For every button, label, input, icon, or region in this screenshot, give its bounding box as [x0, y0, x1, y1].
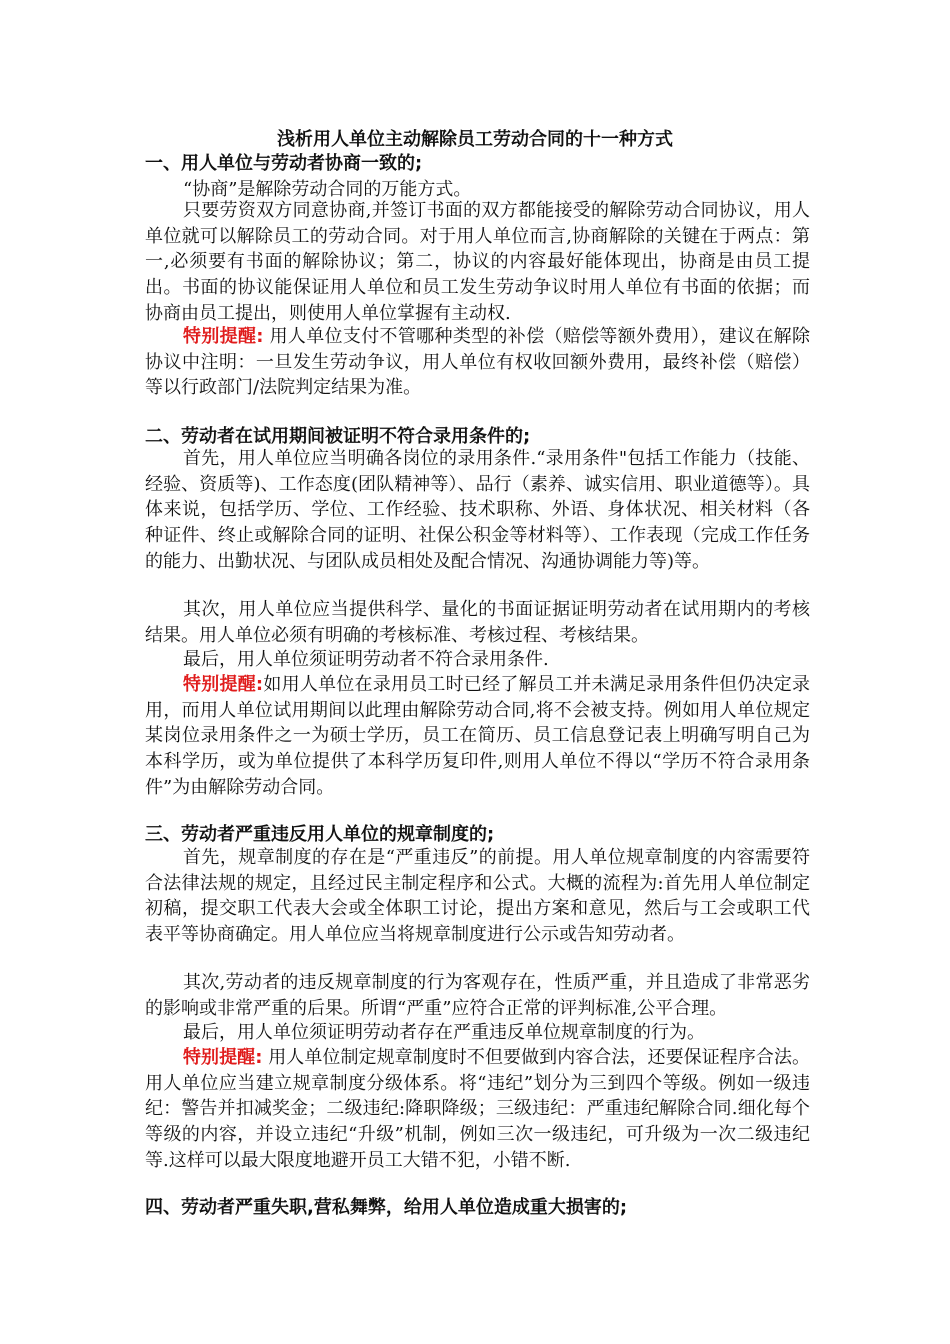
section-heading-3: 三、劳动者严重违反用人单位的规章制度的;: [145, 824, 495, 845]
reminder-paragraph: [145, 324, 810, 401]
reminder-text: 用人单位制定规章制度时不但要做到内容合法，还要保证程序合法。用人单位应当建立规章制度分级体系。将“违纪”划分为三到四个等级。例如一级违纪：警告并扣减奖金；二级违纪:降职降级；三级违纪：严重违纪解除合同.细化每个等级的内容，并设立违纪“升级”机制，例如三次一级违纪，可升级为一次二级违纪等.这样可以最大限度地避开员工大错不犯，小错不断.: [145, 1047, 811, 1171]
paragraph: 首先，规章制度的存在是“严重违反”的前提。用人单位规章制度的内容需要符合法律法规的规定，且经过民主制定程序和公式。大概的流程为:首先用人单位制定初稿，提交职工代表大会或全体职工讨论，提出方案和意见，然后与工会或职工代表平等协商确定。用人单位应当将规章制度进行公示或告知劳动者。: [145, 847, 810, 946]
reminder-text: 如用人单位在录用员工时已经了解员工并未满足录用条件但仍决定录用，而用人单位试用期间以此理由解除劳动合同,将不会被支持。例如用人单位规定某岗位录用条件之一为硕士学历，员工在简历、员工信息登记表上明确写明自己为本科学历，或为单位提供了本科学历复印件,则用人单位不得以“学历不符合录用条件”为由解除劳动合同。: [145, 674, 811, 798]
section-heading-1: 一、用人单位与劳动者协商一致的;: [145, 153, 423, 174]
reminder-label: 特别提醒:: [183, 326, 264, 347]
paragraph: 其次，用人单位应当提供科学、量化的书面证据证明劳动者在试用期内的考核结果。用人单位必须有明确的考核标准、考核过程、考核结果。: [145, 599, 810, 646]
reminder-label: 特别提醒:: [183, 1047, 263, 1068]
paragraph: 最后，用人单位须证明劳动者不符合录用条件.: [183, 649, 549, 670]
paragraph: 首先，用人单位应当明确各岗位的录用条件.“录用条件"包括工作能力（技能、经验、资质等)、工作态度(团队精神等）、品行（素养、诚实信用、职业道德等）。具体来说，包括学历、学位、工作经验、技术职称、外语、身体状况、相关材料（各种证件、终止或解除合同的证明、社保公积金等材料等）、工作表现（完成工作任务的能力、出勤状况、与团队成员相处及配合情况、沟通协调能力等)等。: [145, 448, 810, 572]
paragraph: 最后，用人单位须证明劳动者存在严重违反单位规章制度的行为。: [183, 1022, 705, 1043]
paragraph: “协商”是解除劳动合同的万能方式。: [183, 179, 472, 200]
reminder-paragraph: [145, 1045, 810, 1174]
page-title: 浅析用人单位主动解除员工劳动合同的十一种方式: [277, 129, 673, 150]
section-heading-4: 四、劳动者严重失职,营私舞弊，给用人单位造成重大损害的;: [145, 1197, 628, 1218]
reminder-label: 特别提醒:: [183, 674, 264, 695]
reminder-paragraph: [145, 672, 810, 801]
paragraph: 其次,劳动者的违反规章制度的行为客观存在，性质严重，并且造成了非常恶劣的影响或非常严重的后果。所谓“严重”应符合正常的评判标准,公平合理。: [145, 972, 810, 1019]
reminder-text: 用人单位支付不管哪种类型的补偿（赔偿等额外费用），建议在解除协议中注明：一旦发生劳动争议，用人单位有权收回额外费用，最终补偿（赔偿）等以行政部门/法院判定结果为准。: [145, 326, 811, 399]
paragraph: 只要劳资双方同意协商,并签订书面的双方都能接受的解除劳动合同协议，用人单位就可以解除员工的劳动合同。对于用人单位而言,协商解除的关键在于两点：第一,必须要有书面的解除协议；第二，协议的内容最好能体现出，协商是由员工提出。书面的协议能保证用人单位和员工发生劳动争议时用人单位有书面的依据；而协商由员工提出，则使用人单位掌握有主动权.: [145, 200, 810, 324]
section-heading-2: 二、劳动者在试用期间被证明不符合录用条件的;: [145, 426, 531, 447]
